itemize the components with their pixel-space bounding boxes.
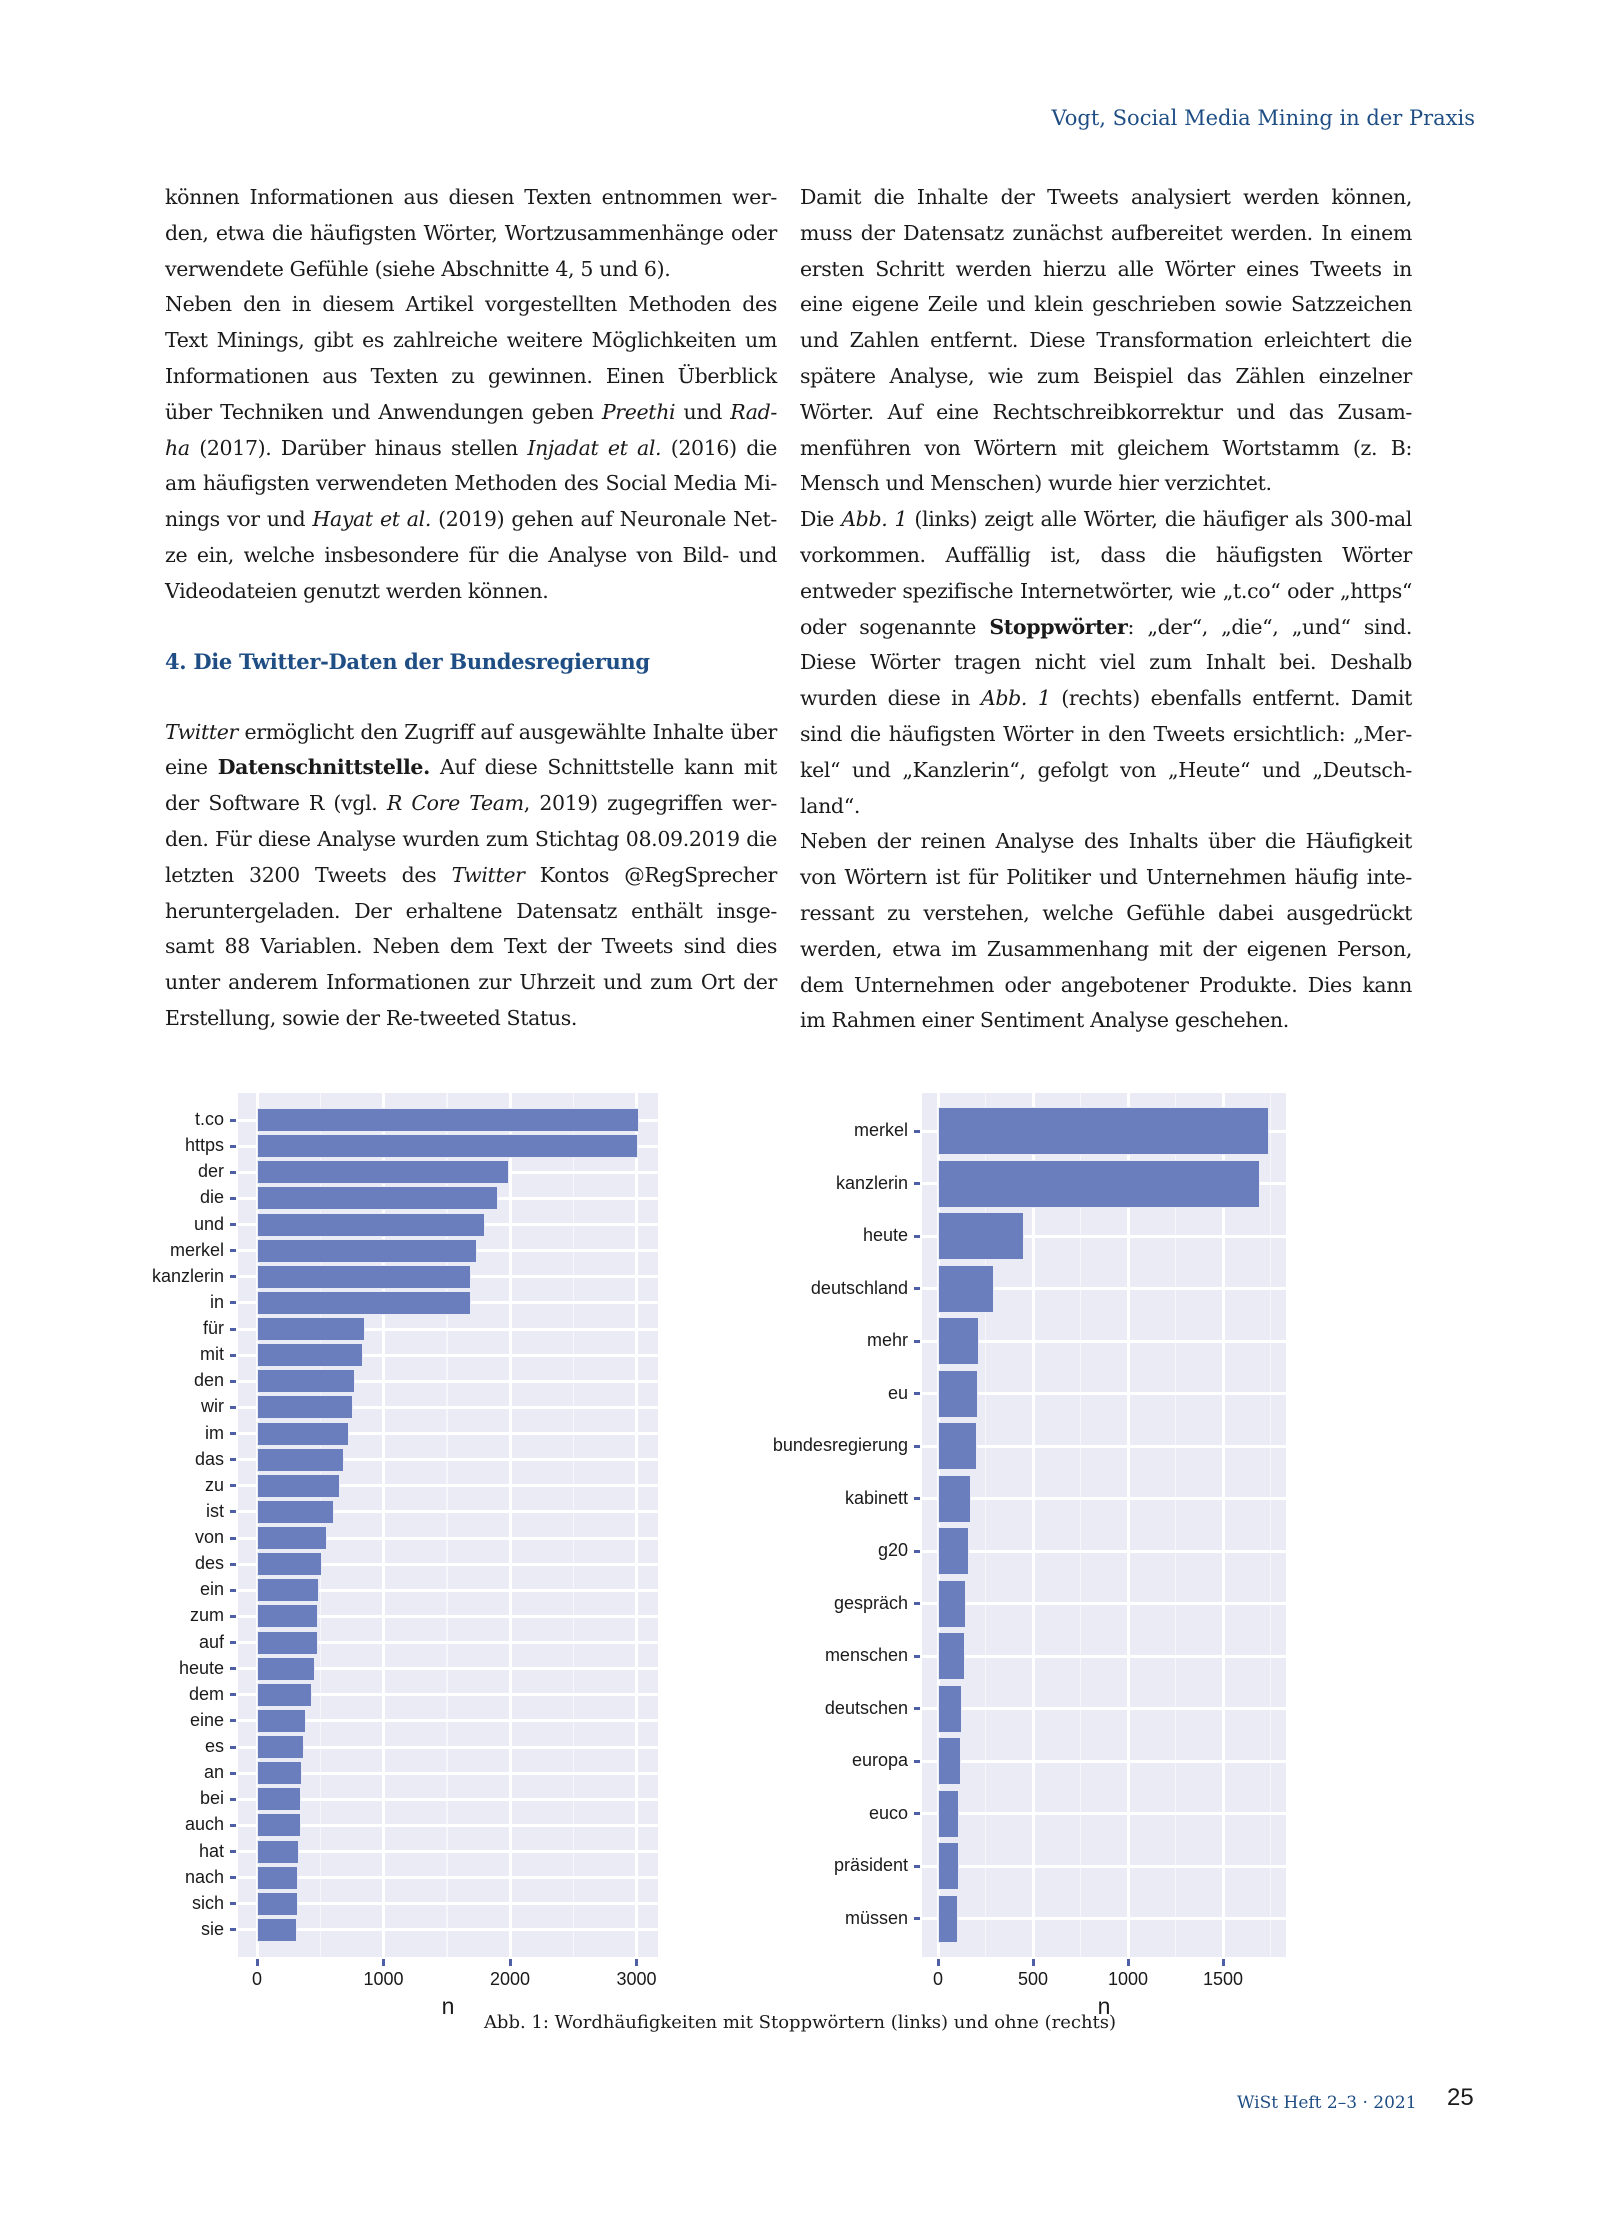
bar-eu [938, 1370, 978, 1418]
major-gridline [1127, 1093, 1130, 1957]
y-tick [230, 1354, 236, 1357]
text: , 2019) zugegriffen wer-den. Für diese Analyse wurden zum Stichtag 08.09.2019 die letzten 3200 Tweets des [165, 791, 777, 887]
category-label: mit [200, 1344, 224, 1365]
bar-des [257, 1552, 322, 1576]
category-label: https [184, 1135, 224, 1156]
bar-hat [257, 1840, 299, 1864]
category-label: und [193, 1213, 224, 1234]
text: : „der“, „die“, „und“ sind. Diese Wörter tragen nicht viel zum Inhalt bei. Deshalb wurden diese in [800, 614, 1412, 711]
bar-mehr [938, 1317, 979, 1365]
citation: Hayat et al. [312, 507, 432, 532]
category-label: g20 [877, 1540, 908, 1561]
x-axis-title: n [1097, 1993, 1111, 2019]
y-tick [914, 1445, 920, 1448]
y-tick [230, 1667, 236, 1670]
y-tick [914, 1655, 920, 1658]
category-label: t.co [194, 1109, 224, 1130]
horizontal-gridline [922, 1655, 1286, 1658]
category-label: deutschen [824, 1697, 908, 1718]
y-tick [230, 1693, 236, 1696]
category-label: zu [204, 1474, 224, 1495]
y-tick [230, 1928, 236, 1931]
paragraph: können Informationen aus diesen Texten entnommen wer-den, etwa die häufigsten Wörter, Wortzusammenhänge oder verwendete Gefühle (siehe Abschnitte 4, 5 und 6). [165, 185, 777, 281]
x-tick [635, 1959, 638, 1966]
paragraph [165, 715, 777, 1037]
horizontal-gridline [238, 1850, 658, 1853]
bar-müssen [938, 1895, 958, 1943]
y-tick [230, 1589, 236, 1592]
y-tick [230, 1406, 236, 1409]
y-tick [914, 1865, 920, 1868]
horizontal-gridline [922, 1602, 1286, 1605]
text: und [675, 399, 731, 424]
x-tick [382, 1959, 385, 1966]
category-label: euco [868, 1802, 908, 1823]
category-label: hat [198, 1840, 224, 1861]
minor-gridline [1270, 1093, 1272, 1957]
figure-caption: Abb. 1: Wordhäufigkeiten mit Stoppwörtern (links) und ohne (rechts) [483, 2012, 1117, 2033]
bar-die [257, 1186, 498, 1210]
text: (2017). Darüber hinaus stellen [189, 435, 528, 460]
x-axis-title: n [441, 1993, 455, 2019]
x-tick-label: 3000 [616, 1969, 657, 1989]
category-label: präsident [833, 1855, 908, 1876]
y-tick [230, 1223, 236, 1226]
bar-das [257, 1448, 344, 1472]
citation: Preethi [601, 399, 676, 424]
x-tick-label: 0 [251, 1969, 263, 1989]
category-label: gespräch [833, 1592, 908, 1613]
bar-heute [257, 1657, 315, 1681]
category-label: das [194, 1448, 224, 1469]
text: Twitter [451, 862, 525, 887]
minor-gridline [1175, 1093, 1177, 1957]
category-label: mehr [866, 1330, 908, 1351]
bar-https [257, 1134, 638, 1158]
bar-bundesregierung [938, 1422, 977, 1470]
category-label: europa [851, 1750, 908, 1771]
category-label: eu [887, 1382, 908, 1403]
bar-ist [257, 1500, 334, 1524]
text: Twitter [165, 719, 239, 744]
x-tick-label: 500 [1017, 1969, 1049, 1989]
text: Auf diese Schnittstelle kann mit der Software R (vgl. [165, 755, 777, 816]
y-tick [230, 1484, 236, 1487]
bar-für [257, 1317, 365, 1341]
category-label: müssen [844, 1907, 908, 1928]
x-tick [1127, 1959, 1130, 1966]
category-label: die [199, 1187, 224, 1208]
horizontal-gridline [238, 1876, 658, 1879]
y-tick [230, 1249, 236, 1252]
y-tick [230, 1380, 236, 1383]
y-tick [230, 1145, 236, 1148]
y-tick [914, 1130, 920, 1133]
major-gridline [1032, 1093, 1035, 1957]
paragraph: Damit die Inhalte der Tweets analysiert werden können, muss der Datensatz zunächst aufbereitet werden. In einem ersten Schritt werden hierzu alle Wörter eines Tweets in eine eigene Zeile und klein geschrieben sowie Satzzeichen und Zahlen entfernt. Diese Transformation erleichtert die spätere Analyse, wie zum Beispiel das Zählen einzelner Wörter. Auf eine Rechtschreibkorrektur und das Zusam-menführen von Wörtern mit gleichem Wortstamm (z. B: Mensch und Menschen) wurde hier verzichtet. [800, 185, 1412, 496]
paragraph: Neben der reinen Analyse des Inhalts über die Häufigkeit von Wörtern ist für Politiker und Unternehmen häufig inte-ressant zu verstehen, welche Gefühle dabei ausgedrückt werden, etwa im Zusammenhang mit der eigenen Person, dem Unternehmen oder angebotener Produkte. Dies kann im Rahmen einer Sentiment Analyse geschehen. [800, 829, 1412, 1033]
bar-merkel [938, 1107, 1269, 1155]
y-tick [914, 1392, 920, 1395]
y-tick [914, 1707, 920, 1710]
y-tick [914, 1235, 920, 1238]
category-label: ein [199, 1579, 224, 1600]
bar-es [257, 1735, 304, 1759]
text: (2019) gehen auf Neuronale Net-ze ein, welche insbesondere für die Analyse von Bild- und Videodateien genutzt werden können. [165, 507, 777, 603]
major-gridline [1222, 1093, 1225, 1957]
running-head: Vogt, Social Media Mining in der Praxis [1051, 106, 1475, 130]
category-label: merkel [853, 1120, 908, 1141]
category-label: auf [198, 1631, 224, 1652]
x-tick-label: 2000 [489, 1969, 531, 1989]
category-label: es [204, 1736, 224, 1757]
category-label: ist [206, 1500, 224, 1521]
horizontal-gridline [922, 1917, 1286, 1920]
bar-sie [257, 1918, 297, 1942]
bar-europa [938, 1737, 961, 1785]
text: ermöglicht den Zugriff auf ausgewählte Inhalte über eine [165, 719, 777, 780]
category-label: bei [199, 1788, 224, 1809]
bar-präsident [938, 1842, 959, 1890]
bar-in [257, 1291, 471, 1315]
bar-im [257, 1422, 349, 1446]
y-tick [230, 1850, 236, 1853]
x-tick-label: 1500 [1202, 1969, 1244, 1989]
y-tick [230, 1641, 236, 1644]
category-label: im [205, 1422, 224, 1443]
category-label: den [193, 1370, 224, 1391]
category-label: kabinett [844, 1487, 908, 1508]
bar-auch [257, 1813, 301, 1837]
y-tick [230, 1615, 236, 1618]
horizontal-gridline [922, 1497, 1286, 1500]
y-tick [914, 1812, 920, 1815]
bar-kanzlerin [257, 1265, 471, 1289]
horizontal-gridline [238, 1902, 658, 1905]
x-tick [1222, 1959, 1225, 1966]
y-tick [230, 1328, 236, 1331]
bar-dem [257, 1683, 312, 1707]
y-tick [230, 1719, 236, 1722]
y-tick [914, 1760, 920, 1763]
bar-an [257, 1761, 302, 1785]
bar-euco [938, 1790, 959, 1838]
right-column [800, 180, 1412, 1039]
y-tick [230, 1197, 236, 1200]
left-column [165, 180, 777, 1037]
text: (rechts) ebenfalls entfernt. Damit sind die häufigsten Wörter in den Tweets ersichtlich: „Mer-kel“ und „Kanzlerin“, gefolgt von „Heute“ und „Deutsch-land“. [800, 686, 1412, 818]
bar-eine [257, 1709, 306, 1733]
x-tick-label: 1000 [1107, 1969, 1149, 1989]
category-label: der [197, 1161, 224, 1182]
horizontal-gridline [922, 1812, 1286, 1815]
bar-und [257, 1213, 485, 1237]
text: Die [800, 507, 842, 532]
category-label: in [209, 1291, 224, 1312]
text: Kontos @RegSprecher heruntergeladen. Der erhaltene Datensatz enthält insge-samt 88 Variablen. Neben dem Text der Tweets sind dies unter anderem Informationen zur Uhrzeit und zum Ort der Erstellung, sowie der Re-tweeted Status. [165, 862, 777, 1030]
category-label: heute [178, 1657, 224, 1678]
bar-heute [938, 1212, 1024, 1260]
bar-deutschland [938, 1265, 994, 1313]
y-tick [230, 1432, 236, 1435]
category-label: für [202, 1318, 224, 1339]
bar-der [257, 1160, 509, 1184]
category-label: von [194, 1527, 224, 1548]
keyword: Datenschnittstelle. [217, 755, 430, 780]
y-tick [914, 1917, 920, 1920]
y-tick [230, 1563, 236, 1566]
bar-mit [257, 1343, 363, 1367]
category-label: dem [188, 1683, 224, 1704]
category-label: merkel [169, 1239, 224, 1260]
bar-gespräch [938, 1580, 966, 1628]
category-label: wir [201, 1396, 224, 1417]
category-label: menschen [824, 1645, 908, 1666]
y-tick [230, 1171, 236, 1174]
category-label: sie [200, 1918, 224, 1939]
x-tick-label: 1000 [363, 1969, 404, 1989]
x-tick [256, 1959, 259, 1966]
text: Neben den in diesem Artikel vorgestellten Methoden des Text Minings, gibt es zahlreiche weitere Möglichkeiten um Informationen aus Texten zu gewinnen. Einen Überblick über Techniken und Anwendungen geben [165, 292, 777, 424]
journal-footer: WiSt Heft 2–3 · 2021 [1237, 2093, 1417, 2113]
bar-ein [257, 1578, 319, 1602]
figure-reference: Abb. 1 [841, 507, 908, 532]
bar-deutschen [938, 1685, 962, 1733]
category-label: deutschland [810, 1277, 908, 1298]
y-tick [914, 1182, 920, 1185]
section-heading: 4. Die Twitter-Daten der Bundesregierung [165, 648, 650, 674]
category-label: heute [862, 1225, 908, 1246]
bar-zu [257, 1474, 340, 1498]
bar-kanzlerin [938, 1160, 1260, 1208]
x-tick [937, 1959, 940, 1966]
paragraph [800, 502, 1412, 824]
bar-kabinett [938, 1475, 971, 1523]
category-label: bundesregierung [772, 1435, 908, 1456]
y-tick [914, 1550, 920, 1553]
category-label: zum [189, 1605, 224, 1626]
horizontal-gridline [238, 1928, 658, 1931]
y-tick [230, 1746, 236, 1749]
horizontal-gridline [922, 1865, 1286, 1868]
y-tick [230, 1798, 236, 1801]
y-tick [914, 1602, 920, 1605]
y-tick [230, 1119, 236, 1122]
bar-nach [257, 1866, 298, 1890]
horizontal-gridline [922, 1550, 1286, 1553]
x-tick [1032, 1959, 1035, 1966]
bar-bei [257, 1787, 301, 1811]
bar-g20 [938, 1527, 969, 1575]
bar-menschen [938, 1632, 965, 1680]
citation: R Core Team [386, 791, 524, 816]
y-tick [230, 1458, 236, 1461]
citation: Injadat et al. [527, 435, 662, 460]
bar-sich [257, 1892, 298, 1916]
bar-zum [257, 1604, 318, 1628]
y-tick [230, 1510, 236, 1513]
figure-reference: Abb. 1 [980, 686, 1051, 711]
minor-gridline [1080, 1093, 1082, 1957]
y-tick [230, 1537, 236, 1540]
category-label: auch [184, 1814, 224, 1835]
plot-panel [922, 1093, 1286, 1957]
category-label: sich [191, 1892, 224, 1913]
category-label: an [203, 1762, 224, 1783]
y-tick [914, 1497, 920, 1500]
bar-t.co [257, 1108, 639, 1132]
bar-den [257, 1369, 355, 1393]
y-tick [230, 1275, 236, 1278]
y-tick [230, 1301, 236, 1304]
y-tick [230, 1772, 236, 1775]
bar-merkel [257, 1239, 477, 1263]
category-label: nach [184, 1866, 224, 1887]
page-number: 25 [1447, 2084, 1474, 2111]
x-tick [509, 1959, 512, 1966]
text: (2016) die am häufigsten verwendeten Methoden des Social Media Mi-nings vor und [165, 435, 778, 532]
horizontal-gridline [922, 1707, 1286, 1710]
citation: Rad-ha [165, 399, 778, 460]
y-tick [230, 1824, 236, 1827]
category-label: kanzlerin [151, 1265, 224, 1286]
y-tick [230, 1876, 236, 1879]
category-label: kanzlerin [835, 1172, 908, 1193]
keyword: Stoppwörter [989, 614, 1128, 639]
y-tick [914, 1340, 920, 1343]
paragraph [165, 287, 777, 609]
y-tick [230, 1902, 236, 1905]
bar-von [257, 1526, 327, 1550]
horizontal-gridline [922, 1760, 1286, 1763]
plot-panel [238, 1093, 658, 1957]
text: (links) zeigt alle Wörter, die häufiger als 300-mal vorkommen. Auffällig ist, dass die häufigsten Wörter entweder spezifische Internetwörter, wie „t.co“ oder „https“ oder sogenannte [800, 507, 1412, 639]
bar-wir [257, 1395, 353, 1419]
category-label: eine [189, 1709, 224, 1730]
y-tick [914, 1287, 920, 1290]
x-tick-label: 0 [932, 1969, 944, 1989]
bar-auf [257, 1631, 318, 1655]
category-label: des [194, 1553, 224, 1574]
